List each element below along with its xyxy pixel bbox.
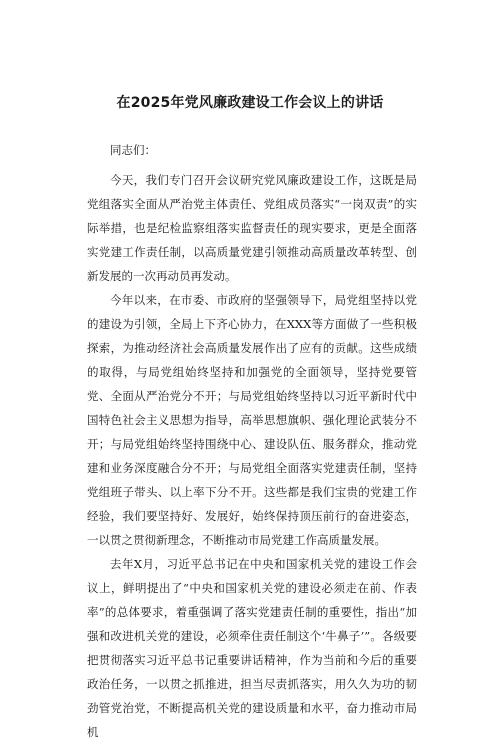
paragraph-2: 今年以来，在市委、市政府的坚强领导下，局党组坚持以党的建设为引领，全局上下齐心协力，在XXX等方面做了一些积极探索，为推动经济社会高质量发展作出了应有的贡献。这些成绩的取得，与局党组始终坚持和加强党的全面领导，坚持党要管党、全面从严治党分不开；与局党组始终坚持以习近平新时代中国特色社会主义思想为指导，高举思想旗帜、强化理论武装分不开；与局党组始终坚持围绕中心、建设队伍、服务群众，推动党建和业务深度融合分不开；与局党组全面落实党建责任制，坚持党组班子带头、以上率下分不开。这些都是我们宝贵的党建工作经验，我们要坚持好、发展好，始终保持顶压前行的奋进姿态，一以贯之贯彻新理念，不断推动市局党建工作高质量发展。 — [87, 293, 417, 547]
salutation: 同志们： — [110, 143, 156, 157]
paragraph-3: 去年X月，习近平总书记在中央和国家机关党的建设工作会议上，鲜明提出了“中央和国家机关党的建设必须走在前、作表率”的总体要求，着重强调了落实党建责任制的重要性，指出“加强和改进机关党的建设，必须牵住责任制这个‘牛鼻子’”。各级要把贯彻落实习近平总书记重要讲话精神，作为当前和今后的重要政治任务，一以贯之抓推进，担当尽责抓落实，用久久为功的韧劲管党治党，不断提高机关党的建设质量和水平，奋力推动市局机 — [87, 557, 417, 739]
document-title: 在2025年党风廉政建设工作会议上的讲话 — [116, 95, 384, 111]
document-body — [87, 138, 417, 744]
paragraph-1: 今天，我们专门召开会议研究党风廉政建设工作，这既是局党组落实全面从严治党主体责任、党组成员落实“一岗双责”的实际举措，也是纪检监察组落实监督责任的现实要求，更是全面落实党建工作责任制，以高质量党建引领推动高质量改革转型、创新发展的一次再动员再发动。 — [87, 173, 417, 283]
